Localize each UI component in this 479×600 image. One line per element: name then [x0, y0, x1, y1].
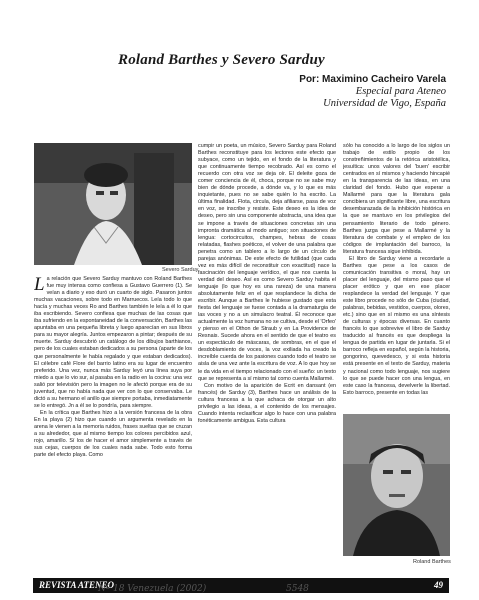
author-role: Especial para Ateneo: [355, 86, 446, 97]
col1-paragraph-2: En la crítica que Barthes hizo a la versión francesa de la obra En la playa (2) hizo que cuando un argumenta revelado en la arena le vienen a la memoria ruidos, frases sueltas que se cruzan a su alrededor, que al mismo tiempo los colores percibidos azul, rojo, amarillo. Sí los de hacer el amor simplemente a través de sus cejas, cuerpos de los cuales nada sabe. Todo esto forma parte del efecto playa. Como: [34, 409, 192, 459]
magazine-name: REVISTA ATENEO: [39, 580, 114, 590]
article-title: Roland Barthes y Severo Sarduy: [118, 52, 325, 68]
col2-paragraph-2: Con motivo de la aparición de Ecrit en dansant (en francés) de Sarduy (3), Barthes hace un análisis de la cultura francesa a la que achaca de otorgar un alto privilegio a las ideas, a el contenido de los mensajes. Cuando intenta reclasificar algo lo hace con una palabra fonéticamente ambigua. Esta cultura: [198, 382, 336, 424]
col2-paragraph-1: cumpir un poeta, un músico, Severo Sarduy para Roland Barthes reconstituye para los lectores este efecto que subyace, como un tejido, en el fondo de la literatura y que continuamente tiempo recobrado. Así es como el recuerdo con otra voz se deja oír. El deleite goza de comer conciencia de él, choca, porque no se sabe muy bien de dónde procede, a dónde va, y lo que es más inquietante, pues no se sabe quién lo ha escrito. La última finalidad. Flota, circula, deja afiliarse, pasa de voz en voz, se inscribe y resiste. Este deseo es la idea de deseo, pero sin una componente abstracta, una idea que se impone a través de situaciones concretas sin una impronta dramática al modo antiguo; son situaciones de lengua: cortocircuitos, champes, hebras de cosas relatadas, flashes poéticos, el volver de una palabra que penetra como un tablero a lo largo de un círculo de parejas anónimas. De este efecto de futilidad (que cada vez es más difícil de reconstituir con exactitud) nace la fascinación del lenguaje verídico, el que nos cuenta la verdad del deseo. Así es como Severo Sarduy habita el lenguaje (lo que hoy es una rareza) de una manera absolutamente feliz en el que resplandece la dicha de escribir. Aunque a Barthes le hubiese gustado que esta fiesta del lenguaje se fuese contada a la dramaturgia de las voces y no a un simulacro teatral. Él reconoce que actualmente la voz humana no se cultiva, desde el 'Orfeo' y pienso en el Othon de Straub y en La Providence de Resnais. Sucede ahora en el sentido de que el teatro es un espectáculo de máscaras, de sombras, en el que el desdoblamiento de voces, la voz exiliada ha creado la increíble cuerda de los pasiones cuando todo el teatro se aisla de una vez ante la escritura de voz. A lo que hoy se le da vida en el tiempo relacionado con el sueño: un texto que se representa a sí mismo tal como cuenta Mallarmé.: [198, 143, 336, 382]
portrait-sarduy-graphic: [34, 143, 192, 265]
author-name: Por: Maximino Cacheiro Varela: [299, 74, 446, 85]
column-1: [34, 276, 192, 576]
column-3: [343, 143, 450, 409]
col3-paragraph-2: El libro de Sarduy viene a recordarle a Barthes que pese a los casos de comunicación transitiva o moral, hay un placer del lenguaje, del mismo paso que el placer erótico y que en ese placer resplandece la verdad del lenguaje. Y que este libro procede no sólo de Cuba (ciudad, palabras, bebidas, vestidos, cuerpos, olores, etc.) sino que en sí mismo es una síntesis de culturas y épocas diversas. En cuanto francés lo que sobrevive el libro de Sarduy traducido al francés es que despliega la lengua de partida en lugar de juntarla. Si el barroco refleja en español, según la historia, gongorino, quevedesco, y si esta historia está presente en el texto de Sarduy, materia y nacional como todo lenguaje, nos sugiere lo que se puede hacer con una lengua, en este caso la francesa, develverle la libertad. Esto barroco, presente en todas las: [343, 255, 450, 396]
caption-photo-sarduy: Severo Sarduy: [162, 267, 199, 273]
handwritten-note-left: Nº 18 Venezuela (2002): [98, 584, 207, 594]
author-affiliation: Universidad de Vigo, España: [323, 98, 446, 109]
caption-photo-barthes: Roland Barthes: [413, 559, 451, 565]
page-number: 49: [434, 580, 443, 590]
portrait-barthes-graphic: [343, 414, 450, 556]
drop-cap: L: [34, 276, 45, 295]
column-2: [198, 143, 336, 576]
col1-paragraph-1: a relación que Severo Sarduy mantuvo con Roland Barthes fue muy intensa como confiesa a Gustavo Guerrero (1). Se veían a diario y eso duró un cuarto de siglo. Pasaron juntos muchas vacaciones, sobre todo en Marruecos. Leía todo lo que hacía y muchas veces Ro and Barthes también le leía a él lo que iba escribiendo. Severo confiesa que muchas de las cosas que iba sufriendo en la espontaneidad de la conversación, Barthes las apuntaba en una pequeña libreta y luego aparecían en sus libros para su mayor alegría. Juntos empezaron a pintar; después de su muerte. Sarduy descubrió un catálogo de los dibujos barthianos, pero de los cuales estaban dedicados a su persona (aparte de los que personalmente le había regalado y que estaban dedicados). El célebre café Flore del barrio latino era su lugar de encuentro preferido. Una vez, nunca más Sarduy leyó una línea suya por miedo a que lo vio sur, al pasaba en la radio en la cocina: una vez salió por televisión pero la imagen no le afectó porque era de su juventud, que no había nada que ver con lo que conservaba. Le dictó a su hermano el anillo que siempre portaba, inmediatamente se lo entregó. Jn a él se lo pondría, para siempre.: [34, 276, 192, 409]
footer-bar: [33, 578, 449, 593]
photo-severo-sarduy: [34, 143, 192, 265]
photo-roland-barthes: [343, 414, 450, 556]
col3-paragraph-1: sólo ha conocido a lo largo de los siglos un trabajo de estilo propio de los constreñimientos de la retórica aristotélica, jesuítica: unos valores del 'buen' escribir centrados en sí mismos y haciendo hincapié en la transparencia de las ideas, en una claridad del fondo. Hubo que esperar a Mallarmé para que la literatura gala concibiera un significante libre, una escritura desembarazada de la inhibición histórica en la que se mantuvo en los privilegios del pensamiento literario de todo género. Barthes juzga que pese a Mallarmé y la literatura de combate y el empleo de los códigos de implantación del barroco, la literatura francesa sigue inhibida.: [343, 143, 450, 255]
byline: [299, 74, 446, 110]
handwritten-note-right: 5548: [286, 584, 309, 594]
